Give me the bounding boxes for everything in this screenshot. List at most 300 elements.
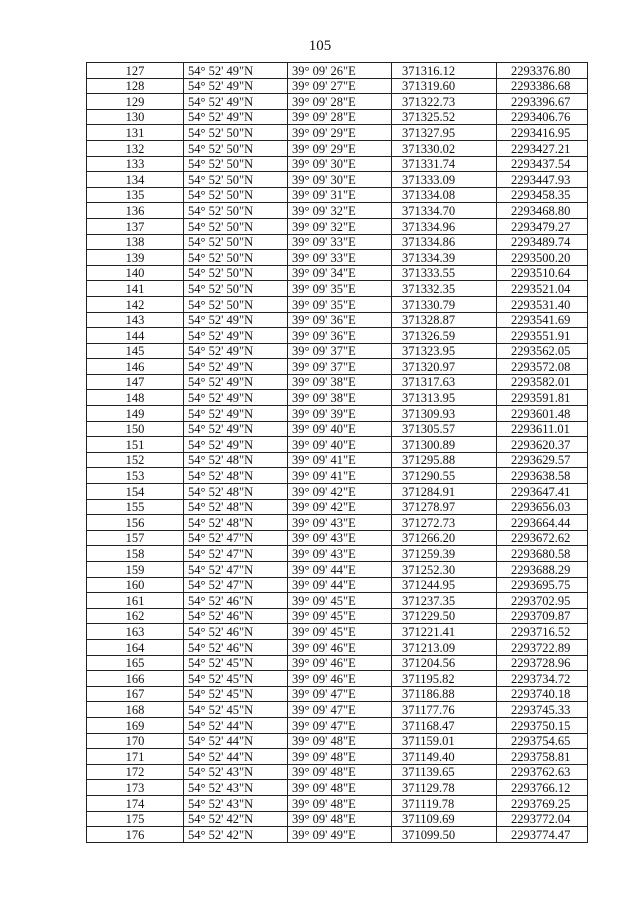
longitude-cell: 39° 09' 40"E	[288, 437, 392, 453]
x-coordinate-cell: 371325.52	[392, 109, 497, 125]
point-number-cell: 165	[87, 655, 184, 671]
x-coordinate-cell: 371272.73	[392, 515, 497, 531]
latitude-cell: 54° 52' 43"N	[184, 780, 288, 796]
latitude-cell: 54° 52' 45"N	[184, 686, 288, 702]
table-row	[87, 546, 588, 562]
y-coordinate-cell: 2293702.95	[497, 593, 588, 609]
y-coordinate-cell: 2293734.72	[497, 671, 588, 687]
longitude-cell: 39° 09' 49"E	[288, 827, 392, 843]
latitude-cell: 54° 52' 50"N	[184, 281, 288, 297]
y-coordinate-cell: 2293774.47	[497, 827, 588, 843]
point-number-cell: 166	[87, 671, 184, 687]
x-coordinate-cell: 371278.97	[392, 499, 497, 515]
x-coordinate-cell: 371149.40	[392, 749, 497, 765]
latitude-cell: 54° 52' 46"N	[184, 624, 288, 640]
point-number-cell: 163	[87, 624, 184, 640]
x-coordinate-cell: 371330.02	[392, 140, 497, 156]
longitude-cell: 39° 09' 46"E	[288, 671, 392, 687]
x-coordinate-cell: 371334.70	[392, 203, 497, 219]
point-number-cell: 151	[87, 437, 184, 453]
table-row	[87, 811, 588, 827]
x-coordinate-cell: 371331.74	[392, 156, 497, 172]
latitude-cell: 54° 52' 49"N	[184, 328, 288, 344]
table-row	[87, 296, 588, 312]
y-coordinate-cell: 2293500.20	[497, 250, 588, 266]
longitude-cell: 39° 09' 46"E	[288, 639, 392, 655]
point-number-cell: 170	[87, 733, 184, 749]
longitude-cell: 39° 09' 48"E	[288, 811, 392, 827]
x-coordinate-cell: 371252.30	[392, 562, 497, 578]
longitude-cell: 39° 09' 41"E	[288, 468, 392, 484]
x-coordinate-cell: 371319.60	[392, 78, 497, 94]
table-row	[87, 109, 588, 125]
longitude-cell: 39° 09' 45"E	[288, 608, 392, 624]
table-row	[87, 312, 588, 328]
x-coordinate-cell: 371259.39	[392, 546, 497, 562]
y-coordinate-cell: 2293754.65	[497, 733, 588, 749]
point-number-cell: 176	[87, 827, 184, 843]
point-number-cell: 168	[87, 702, 184, 718]
table-row	[87, 733, 588, 749]
y-coordinate-cell: 2293489.74	[497, 234, 588, 250]
y-coordinate-cell: 2293572.08	[497, 359, 588, 375]
point-number-cell: 171	[87, 749, 184, 765]
latitude-cell: 54° 52' 50"N	[184, 156, 288, 172]
latitude-cell: 54° 52' 45"N	[184, 655, 288, 671]
point-number-cell: 160	[87, 577, 184, 593]
latitude-cell: 54° 52' 45"N	[184, 671, 288, 687]
y-coordinate-cell: 2293447.93	[497, 172, 588, 188]
x-coordinate-cell: 371323.95	[392, 343, 497, 359]
latitude-cell: 54° 52' 47"N	[184, 562, 288, 578]
y-coordinate-cell: 2293406.76	[497, 109, 588, 125]
longitude-cell: 39° 09' 34"E	[288, 265, 392, 281]
x-coordinate-cell: 371221.41	[392, 624, 497, 640]
table-row	[87, 515, 588, 531]
y-coordinate-cell: 2293672.62	[497, 530, 588, 546]
y-coordinate-cell: 2293437.54	[497, 156, 588, 172]
x-coordinate-cell: 371328.87	[392, 312, 497, 328]
latitude-cell: 54° 52' 50"N	[184, 172, 288, 188]
point-number-cell: 158	[87, 546, 184, 562]
table-row	[87, 328, 588, 344]
y-coordinate-cell: 2293551.91	[497, 328, 588, 344]
point-number-cell: 141	[87, 281, 184, 297]
x-coordinate-cell: 371305.57	[392, 421, 497, 437]
point-number-cell: 138	[87, 234, 184, 250]
latitude-cell: 54° 52' 49"N	[184, 109, 288, 125]
y-coordinate-cell: 2293722.89	[497, 639, 588, 655]
point-number-cell: 152	[87, 452, 184, 468]
x-coordinate-cell: 371099.50	[392, 827, 497, 843]
latitude-cell: 54° 52' 49"N	[184, 374, 288, 390]
latitude-cell: 54° 52' 50"N	[184, 265, 288, 281]
latitude-cell: 54° 52' 48"N	[184, 468, 288, 484]
point-number-cell: 149	[87, 406, 184, 422]
table-row	[87, 125, 588, 141]
longitude-cell: 39° 09' 33"E	[288, 250, 392, 266]
longitude-cell: 39° 09' 29"E	[288, 125, 392, 141]
table-row	[87, 343, 588, 359]
point-number-cell: 128	[87, 78, 184, 94]
longitude-cell: 39° 09' 35"E	[288, 281, 392, 297]
table-row	[87, 749, 588, 765]
x-coordinate-cell: 371177.76	[392, 702, 497, 718]
longitude-cell: 39° 09' 38"E	[288, 374, 392, 390]
point-number-cell: 153	[87, 468, 184, 484]
x-coordinate-cell: 371326.59	[392, 328, 497, 344]
longitude-cell: 39° 09' 48"E	[288, 764, 392, 780]
point-number-cell: 174	[87, 795, 184, 811]
point-number-cell: 129	[87, 94, 184, 110]
latitude-cell: 54° 52' 50"N	[184, 125, 288, 141]
y-coordinate-cell: 2293680.58	[497, 546, 588, 562]
point-number-cell: 169	[87, 717, 184, 733]
x-coordinate-cell: 371244.95	[392, 577, 497, 593]
y-coordinate-cell: 2293541.69	[497, 312, 588, 328]
longitude-cell: 39° 09' 42"E	[288, 484, 392, 500]
table-row	[87, 234, 588, 250]
x-coordinate-cell: 371333.55	[392, 265, 497, 281]
longitude-cell: 39° 09' 44"E	[288, 577, 392, 593]
point-number-cell: 172	[87, 764, 184, 780]
table-row	[87, 780, 588, 796]
point-number-cell: 144	[87, 328, 184, 344]
y-coordinate-cell: 2293656.03	[497, 499, 588, 515]
point-number-cell: 139	[87, 250, 184, 266]
longitude-cell: 39° 09' 48"E	[288, 795, 392, 811]
table-row	[87, 827, 588, 843]
point-number-cell: 162	[87, 608, 184, 624]
x-coordinate-cell: 371317.63	[392, 374, 497, 390]
longitude-cell: 39° 09' 36"E	[288, 312, 392, 328]
point-number-cell: 175	[87, 811, 184, 827]
y-coordinate-cell: 2293716.52	[497, 624, 588, 640]
table-row	[87, 764, 588, 780]
longitude-cell: 39° 09' 42"E	[288, 499, 392, 515]
latitude-cell: 54° 52' 45"N	[184, 702, 288, 718]
y-coordinate-cell: 2293591.81	[497, 390, 588, 406]
point-number-cell: 132	[87, 140, 184, 156]
table-row	[87, 172, 588, 188]
point-number-cell: 131	[87, 125, 184, 141]
longitude-cell: 39° 09' 40"E	[288, 421, 392, 437]
latitude-cell: 54° 52' 44"N	[184, 733, 288, 749]
latitude-cell: 54° 52' 49"N	[184, 406, 288, 422]
longitude-cell: 39° 09' 45"E	[288, 624, 392, 640]
latitude-cell: 54° 52' 49"N	[184, 390, 288, 406]
point-number-cell: 157	[87, 530, 184, 546]
latitude-cell: 54° 52' 47"N	[184, 546, 288, 562]
y-coordinate-cell: 2293521.04	[497, 281, 588, 297]
table-row	[87, 577, 588, 593]
latitude-cell: 54° 52' 50"N	[184, 140, 288, 156]
table-row	[87, 203, 588, 219]
longitude-cell: 39° 09' 44"E	[288, 562, 392, 578]
longitude-cell: 39° 09' 30"E	[288, 156, 392, 172]
y-coordinate-cell: 2293611.01	[497, 421, 588, 437]
y-coordinate-cell: 2293638.58	[497, 468, 588, 484]
y-coordinate-cell: 2293396.67	[497, 94, 588, 110]
point-number-cell: 167	[87, 686, 184, 702]
table-row	[87, 250, 588, 266]
point-number-cell: 140	[87, 265, 184, 281]
y-coordinate-cell: 2293510.64	[497, 265, 588, 281]
latitude-cell: 54° 52' 46"N	[184, 593, 288, 609]
coordinates-table-body	[87, 63, 588, 843]
x-coordinate-cell: 371333.09	[392, 172, 497, 188]
y-coordinate-cell: 2293479.27	[497, 218, 588, 234]
latitude-cell: 54° 52' 47"N	[184, 577, 288, 593]
y-coordinate-cell: 2293376.80	[497, 63, 588, 79]
table-row	[87, 421, 588, 437]
x-coordinate-cell: 371300.89	[392, 437, 497, 453]
latitude-cell: 54° 52' 49"N	[184, 312, 288, 328]
longitude-cell: 39° 09' 47"E	[288, 686, 392, 702]
table-row	[87, 593, 588, 609]
latitude-cell: 54° 52' 49"N	[184, 437, 288, 453]
y-coordinate-cell: 2293745.33	[497, 702, 588, 718]
latitude-cell: 54° 52' 49"N	[184, 421, 288, 437]
latitude-cell: 54° 52' 48"N	[184, 515, 288, 531]
table-row	[87, 686, 588, 702]
longitude-cell: 39° 09' 43"E	[288, 546, 392, 562]
x-coordinate-cell: 371316.12	[392, 63, 497, 79]
latitude-cell: 54° 52' 49"N	[184, 78, 288, 94]
table-row	[87, 390, 588, 406]
table-row	[87, 608, 588, 624]
longitude-cell: 39° 09' 46"E	[288, 655, 392, 671]
table-row	[87, 281, 588, 297]
longitude-cell: 39° 09' 41"E	[288, 452, 392, 468]
y-coordinate-cell: 2293582.01	[497, 374, 588, 390]
x-coordinate-cell: 371237.35	[392, 593, 497, 609]
x-coordinate-cell: 371284.91	[392, 484, 497, 500]
table-row	[87, 187, 588, 203]
longitude-cell: 39° 09' 29"E	[288, 140, 392, 156]
y-coordinate-cell: 2293740.18	[497, 686, 588, 702]
x-coordinate-cell: 371295.88	[392, 452, 497, 468]
table-row	[87, 94, 588, 110]
latitude-cell: 54° 52' 48"N	[184, 484, 288, 500]
y-coordinate-cell: 2293458.35	[497, 187, 588, 203]
x-coordinate-cell: 371320.97	[392, 359, 497, 375]
y-coordinate-cell: 2293709.87	[497, 608, 588, 624]
table-row	[87, 437, 588, 453]
y-coordinate-cell: 2293468.80	[497, 203, 588, 219]
point-number-cell: 161	[87, 593, 184, 609]
x-coordinate-cell: 371186.88	[392, 686, 497, 702]
x-coordinate-cell: 371266.20	[392, 530, 497, 546]
longitude-cell: 39° 09' 48"E	[288, 749, 392, 765]
x-coordinate-cell: 371204.56	[392, 655, 497, 671]
x-coordinate-cell: 371129.78	[392, 780, 497, 796]
latitude-cell: 54° 52' 43"N	[184, 795, 288, 811]
x-coordinate-cell: 371195.82	[392, 671, 497, 687]
x-coordinate-cell: 371309.93	[392, 406, 497, 422]
table-row	[87, 140, 588, 156]
x-coordinate-cell: 371290.55	[392, 468, 497, 484]
latitude-cell: 54° 52' 42"N	[184, 811, 288, 827]
y-coordinate-cell: 2293762.63	[497, 764, 588, 780]
table-row	[87, 452, 588, 468]
latitude-cell: 54° 52' 43"N	[184, 764, 288, 780]
longitude-cell: 39° 09' 38"E	[288, 390, 392, 406]
x-coordinate-cell: 371159.01	[392, 733, 497, 749]
table-row	[87, 671, 588, 687]
table-row	[87, 406, 588, 422]
x-coordinate-cell: 371327.95	[392, 125, 497, 141]
table-row	[87, 359, 588, 375]
longitude-cell: 39° 09' 30"E	[288, 172, 392, 188]
latitude-cell: 54° 52' 46"N	[184, 639, 288, 655]
y-coordinate-cell: 2293601.48	[497, 406, 588, 422]
table-row	[87, 218, 588, 234]
x-coordinate-cell: 371330.79	[392, 296, 497, 312]
x-coordinate-cell: 371332.35	[392, 281, 497, 297]
y-coordinate-cell: 2293629.57	[497, 452, 588, 468]
point-number-cell: 127	[87, 63, 184, 79]
table-row	[87, 639, 588, 655]
table-row	[87, 624, 588, 640]
coordinates-table	[86, 62, 588, 843]
latitude-cell: 54° 52' 50"N	[184, 218, 288, 234]
longitude-cell: 39° 09' 31"E	[288, 187, 392, 203]
table-row	[87, 530, 588, 546]
longitude-cell: 39° 09' 35"E	[288, 296, 392, 312]
latitude-cell: 54° 52' 50"N	[184, 187, 288, 203]
longitude-cell: 39° 09' 33"E	[288, 234, 392, 250]
latitude-cell: 54° 52' 50"N	[184, 296, 288, 312]
y-coordinate-cell: 2293688.29	[497, 562, 588, 578]
y-coordinate-cell: 2293772.04	[497, 811, 588, 827]
point-number-cell: 134	[87, 172, 184, 188]
point-number-cell: 133	[87, 156, 184, 172]
x-coordinate-cell: 371109.69	[392, 811, 497, 827]
latitude-cell: 54° 52' 49"N	[184, 359, 288, 375]
point-number-cell: 135	[87, 187, 184, 203]
x-coordinate-cell: 371168.47	[392, 717, 497, 733]
latitude-cell: 54° 52' 48"N	[184, 452, 288, 468]
longitude-cell: 39° 09' 45"E	[288, 593, 392, 609]
latitude-cell: 54° 52' 42"N	[184, 827, 288, 843]
x-coordinate-cell: 371139.65	[392, 764, 497, 780]
table-row	[87, 63, 588, 79]
point-number-cell: 137	[87, 218, 184, 234]
latitude-cell: 54° 52' 46"N	[184, 608, 288, 624]
page-number: 105	[308, 38, 332, 54]
y-coordinate-cell: 2293620.37	[497, 437, 588, 453]
point-number-cell: 155	[87, 499, 184, 515]
latitude-cell: 54° 52' 49"N	[184, 343, 288, 359]
latitude-cell: 54° 52' 50"N	[184, 203, 288, 219]
point-number-cell: 154	[87, 484, 184, 500]
latitude-cell: 54° 52' 50"N	[184, 234, 288, 250]
y-coordinate-cell: 2293531.40	[497, 296, 588, 312]
y-coordinate-cell: 2293728.96	[497, 655, 588, 671]
y-coordinate-cell: 2293562.05	[497, 343, 588, 359]
longitude-cell: 39° 09' 26"E	[288, 63, 392, 79]
longitude-cell: 39° 09' 43"E	[288, 530, 392, 546]
longitude-cell: 39° 09' 37"E	[288, 343, 392, 359]
table-row	[87, 655, 588, 671]
longitude-cell: 39° 09' 28"E	[288, 109, 392, 125]
point-number-cell: 142	[87, 296, 184, 312]
longitude-cell: 39° 09' 28"E	[288, 94, 392, 110]
y-coordinate-cell: 2293647.41	[497, 484, 588, 500]
y-coordinate-cell: 2293386.68	[497, 78, 588, 94]
table-row	[87, 78, 588, 94]
point-number-cell: 156	[87, 515, 184, 531]
x-coordinate-cell: 371229.50	[392, 608, 497, 624]
latitude-cell: 54° 52' 49"N	[184, 63, 288, 79]
x-coordinate-cell: 371213.09	[392, 639, 497, 655]
longitude-cell: 39° 09' 48"E	[288, 733, 392, 749]
y-coordinate-cell: 2293769.25	[497, 795, 588, 811]
point-number-cell: 130	[87, 109, 184, 125]
point-number-cell: 159	[87, 562, 184, 578]
point-number-cell: 148	[87, 390, 184, 406]
y-coordinate-cell: 2293750.15	[497, 717, 588, 733]
x-coordinate-cell: 371119.78	[392, 795, 497, 811]
point-number-cell: 150	[87, 421, 184, 437]
x-coordinate-cell: 371334.86	[392, 234, 497, 250]
latitude-cell: 54° 52' 44"N	[184, 717, 288, 733]
latitude-cell: 54° 52' 44"N	[184, 749, 288, 765]
table-row	[87, 702, 588, 718]
longitude-cell: 39° 09' 39"E	[288, 406, 392, 422]
point-number-cell: 136	[87, 203, 184, 219]
latitude-cell: 54° 52' 49"N	[184, 94, 288, 110]
point-number-cell: 164	[87, 639, 184, 655]
table-row	[87, 468, 588, 484]
y-coordinate-cell: 2293416.95	[497, 125, 588, 141]
longitude-cell: 39° 09' 27"E	[288, 78, 392, 94]
longitude-cell: 39° 09' 36"E	[288, 328, 392, 344]
table-row	[87, 795, 588, 811]
table-row	[87, 484, 588, 500]
y-coordinate-cell: 2293695.75	[497, 577, 588, 593]
longitude-cell: 39° 09' 32"E	[288, 218, 392, 234]
longitude-cell: 39° 09' 47"E	[288, 702, 392, 718]
point-number-cell: 147	[87, 374, 184, 390]
latitude-cell: 54° 52' 50"N	[184, 250, 288, 266]
point-number-cell: 173	[87, 780, 184, 796]
longitude-cell: 39° 09' 48"E	[288, 780, 392, 796]
x-coordinate-cell: 371334.08	[392, 187, 497, 203]
table-row	[87, 265, 588, 281]
longitude-cell: 39° 09' 37"E	[288, 359, 392, 375]
table-row	[87, 499, 588, 515]
x-coordinate-cell: 371334.96	[392, 218, 497, 234]
longitude-cell: 39° 09' 32"E	[288, 203, 392, 219]
latitude-cell: 54° 52' 47"N	[184, 530, 288, 546]
y-coordinate-cell: 2293427.21	[497, 140, 588, 156]
y-coordinate-cell: 2293766.12	[497, 780, 588, 796]
table-row	[87, 156, 588, 172]
table-row	[87, 717, 588, 733]
longitude-cell: 39° 09' 47"E	[288, 717, 392, 733]
point-number-cell: 146	[87, 359, 184, 375]
table-row	[87, 374, 588, 390]
point-number-cell: 143	[87, 312, 184, 328]
longitude-cell: 39° 09' 43"E	[288, 515, 392, 531]
x-coordinate-cell: 371322.73	[392, 94, 497, 110]
y-coordinate-cell: 2293664.44	[497, 515, 588, 531]
y-coordinate-cell: 2293758.81	[497, 749, 588, 765]
point-number-cell: 145	[87, 343, 184, 359]
table-row	[87, 562, 588, 578]
